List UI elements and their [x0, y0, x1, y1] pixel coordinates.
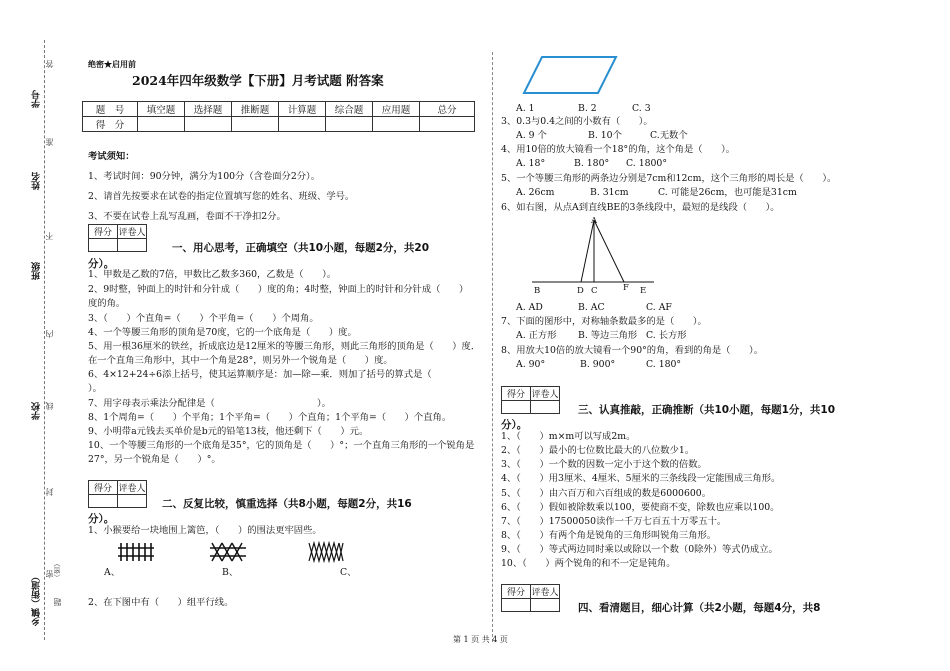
notice-title: 考试须知：	[88, 151, 135, 162]
s3-line: 4、（ ）用3厘米、4厘米、5厘米的三条线段一定能围成三角形。	[501, 473, 781, 484]
q5-option-b: B. 31cm	[590, 187, 629, 198]
notice-item: 3、不要在试卷上乱写乱画，卷面不干净扣2分。	[88, 211, 286, 222]
grader-score-cell[interactable]	[502, 401, 531, 414]
student-id-label: 学号	[32, 90, 42, 108]
score-header-cell: 题 号	[83, 102, 138, 117]
q4-option-b: B. 180°	[574, 158, 610, 169]
q6-option-c: C. AF	[646, 302, 672, 313]
grader-reviewer-label: 评卷人	[118, 225, 147, 239]
score-header-cell: 填空题	[138, 102, 185, 117]
section1-title-tail: 分）。	[88, 258, 115, 270]
q2-option-b: B. 2	[578, 103, 597, 114]
school-label: 学校	[32, 402, 42, 420]
q7-option-c: C. 长方形	[646, 330, 687, 341]
s1-line: 9、小明带a元钱去买单价是b元的铅笔13枝，他还剩下（ ）元。	[88, 426, 369, 437]
s3-line: 1、（ ）m×m可以写成2m。	[501, 431, 636, 442]
s3-line: 7、（ ）17500050读作一千万七百五十万零五十。	[501, 516, 727, 527]
score-cell[interactable]	[185, 117, 232, 132]
q5-option-a: A. 26cm	[516, 187, 555, 198]
s1-line: ）。	[88, 383, 102, 394]
fence-b-figure	[210, 541, 246, 563]
score-table-header-row	[83, 102, 475, 117]
s1-line: 4、一个等腰三角形的顶角是70度，它的一个底角是（ ）度。	[88, 327, 357, 338]
point-label-e: E	[640, 286, 647, 296]
s1-line: 8、1个周角=（ ）个平角；1个平角=（ ）个直角；1个平角=（ ）个直角。	[88, 412, 452, 423]
score-row-label: 得 分	[83, 117, 138, 132]
name-label: 姓名	[32, 172, 42, 190]
grader-reviewer-cell[interactable]	[531, 599, 560, 612]
score-cell[interactable]	[420, 117, 475, 132]
notice-item: 1、考试时间：90分钟，满分为100分（含卷面分2分）。	[88, 171, 320, 182]
grader-score-label: 得分	[89, 225, 118, 239]
score-header-cell: 总分	[420, 102, 475, 117]
binding-line	[44, 40, 45, 640]
township-label: 乡镇（街道）	[32, 572, 42, 626]
score-table	[82, 101, 475, 132]
q6-option-a: A. AD	[516, 302, 543, 313]
q8-option-b: B. 900°	[580, 359, 616, 370]
s1-line: 7、用字母表示乘法分配律是（ ）。	[88, 398, 331, 409]
s1-line: 5、用一根36厘米的铁丝，折成底边是12厘米的等腰三角形，则此三角形的顶角是（ ）度．	[88, 341, 481, 352]
q4-option-a: A. 18°	[516, 158, 546, 169]
s1-line: 27°，另一个锐角是（ ）°。	[88, 454, 221, 465]
column-divider	[492, 52, 493, 642]
section1-title: 一、用心思考，正确填空（共10小题，每题2分，共20	[172, 242, 430, 254]
s3-line: 10、（ ）两个锐角的和不一定是钝角。	[501, 558, 676, 569]
grader-box	[88, 480, 147, 508]
grader-box	[501, 386, 560, 414]
s2-q4: 4、用10倍的放大镜看一个18°的角，这个角是（ ）。	[501, 144, 736, 155]
grader-score-cell[interactable]	[89, 495, 118, 508]
binding-mark-bu: 不	[45, 232, 54, 240]
binding-mark-tu: （密）	[53, 560, 61, 581]
s1-line: 1、甲数是乙数的7倍，甲数比乙数多360，乙数是（ ）。	[88, 269, 337, 280]
binding-mark-feng: 封	[45, 488, 54, 496]
s1-line: 6、4×12+24÷6添上括号，使其运算顺序是：加—除—乘．则加了括号的算式是（	[88, 369, 432, 380]
q8-option-c: C. 180°	[646, 359, 682, 370]
grader-reviewer-label: 评卷人	[531, 387, 560, 401]
score-cell[interactable]	[232, 117, 279, 132]
s1-line: 10、一个等腰三角形的一个底角是35°，它的顶角是（ ）°；一个直角三角形的一个锐角是	[88, 440, 475, 451]
grader-reviewer-label: 评卷人	[118, 481, 147, 495]
score-cell[interactable]	[373, 117, 420, 132]
grader-box	[88, 224, 147, 252]
q2-option-c: C. 3	[632, 103, 651, 114]
s3-line: 6、（ ）假如被除数乘以100，要使商不变，除数也应乘以100。	[501, 502, 780, 513]
q6-option-b: B. AC	[578, 302, 605, 313]
s3-line: 2、（ ）最小的七位数比最大的八位数少1。	[501, 445, 695, 456]
page-title: 2024年四年级数学【下册】月考试题 附答案	[132, 73, 384, 88]
q3-option-b: B. 10个	[588, 130, 622, 141]
section3-title: 三、认真推敲，正确推断（共10小题，每题1分，共10	[578, 404, 836, 416]
fence-option-c: C、	[340, 567, 357, 578]
notice-item: 2、请首先按要求在试卷的指定位置填写您的姓名、班级、学号。	[88, 191, 355, 202]
s1-line: 2、9时整，钟面上的时针和分针成（ ）度的角；4时整，钟面上的时针和分针成（ ）	[88, 284, 469, 295]
score-header-cell: 应用题	[373, 102, 420, 117]
q8-option-a: A. 90°	[516, 359, 546, 370]
s1-line: 度的角。	[88, 298, 126, 309]
s2-q2: 2、在下图中有（ ）组平行线。	[88, 597, 234, 608]
grader-box	[501, 584, 560, 612]
score-table-score-row	[83, 117, 475, 132]
grader-reviewer-label: 评卷人	[531, 585, 560, 599]
q7-option-b: B. 等边三角形	[578, 330, 638, 341]
point-label-a: A	[591, 216, 598, 226]
s3-line: 5、（ ）由六百万和六百组成的数是6000600。	[501, 488, 712, 499]
s2-q7: 7、下面的图形中，对称轴条数最多的是（ ）。	[501, 316, 707, 327]
binding-mark-xian: 线	[45, 402, 54, 410]
grader-reviewer-cell[interactable]	[118, 495, 147, 508]
point-label-b: B	[534, 286, 541, 296]
grader-score-cell[interactable]	[89, 239, 118, 252]
class-label: 班级	[32, 262, 42, 280]
binding-mark-da: 答	[45, 60, 54, 68]
grader-score-label: 得分	[89, 481, 118, 495]
secret-mark: 绝密★启用前	[88, 59, 136, 69]
q5-option-c: C. 可能是26cm，也可能是31cm	[658, 187, 797, 198]
point-label-c: C	[591, 286, 598, 296]
point-label-f: F	[623, 283, 629, 293]
section4-title: 四、看清题目，细心计算（共2小题，每题4分，共8	[578, 602, 821, 614]
fence-c-figure	[308, 541, 344, 563]
grader-score-label: 得分	[502, 585, 531, 599]
parallelogram-figure	[522, 54, 618, 96]
grader-score-label: 得分	[502, 387, 531, 401]
fence-option-b: B、	[222, 567, 239, 578]
s2-q8: 8、用放大10倍的放大镜看一个90°的角，看到的角是（ ）。	[501, 345, 763, 356]
q7-option-a: A. 正方形	[516, 330, 557, 341]
binding-mark-zhun: 准	[45, 138, 54, 146]
grader-reviewer-cell[interactable]	[531, 401, 560, 414]
grader-score-cell[interactable]	[502, 599, 531, 612]
score-cell[interactable]	[138, 117, 185, 132]
point-label-d: D	[577, 286, 584, 296]
score-header-cell: 推断题	[232, 102, 279, 117]
section2-title: 二、反复比较，慎重选择（共8小题，每题2分，共16	[162, 498, 412, 510]
s3-line: 9、（ ）等式两边同时乘以或除以一个数（0除外）等式仍成立。	[501, 544, 778, 555]
s2-q1: 1、小猴要给一块地围上篱笆，（ ）的围法更牢固些。	[88, 525, 322, 536]
q3-option-c: C.无数个	[650, 130, 688, 141]
q4-option-c: C. 1800°	[626, 158, 668, 169]
page-number: 第 1 页 共 4 页	[453, 635, 508, 644]
grader-reviewer-cell[interactable]	[118, 239, 147, 252]
fence-a-figure	[118, 541, 154, 563]
s1-line: 3、（ ）个直角=（ ）个平角=（ ）个周角。	[88, 313, 319, 324]
binding-mark-mi: 密	[45, 570, 54, 578]
q3-option-a: A. 9 个	[516, 130, 547, 141]
score-header-cell: 综合题	[326, 102, 373, 117]
score-header-cell: 计算题	[279, 102, 326, 117]
s2-q3: 3、0.3与0.4之间的小数有（ ）。	[501, 116, 653, 127]
s2-q6: 6、如右图，从点A到直线BE的3条线段中，最短的是线段（ ）。	[501, 202, 780, 213]
binding-mark-ti: 题	[53, 598, 62, 606]
s2-q5: 5、一个等腰三角形的两条边分别是7cm和12cm，这个三角形的周长是（ ）。	[501, 173, 837, 184]
score-header-cell: 选择题	[185, 102, 232, 117]
binding-mark-nei: 内	[45, 330, 54, 338]
q2-option-a: A. 1	[516, 103, 535, 114]
score-cell[interactable]	[326, 117, 373, 132]
fence-option-a: A、	[104, 567, 121, 578]
section3-title-tail: 分）。	[501, 419, 528, 431]
s3-line: 3、（ ）一个数的因数一定小于这个数的倍数。	[501, 459, 707, 470]
section2-title-tail: 分）。	[88, 513, 115, 525]
score-cell[interactable]	[279, 117, 326, 132]
s1-line: 在一个直角三角形中，其中一个角是28°，则另外一个锐角是（ ）度。	[88, 355, 393, 366]
s3-line: 8、（ ）有两个角是锐角的三角形叫锐角三角形。	[501, 530, 717, 541]
